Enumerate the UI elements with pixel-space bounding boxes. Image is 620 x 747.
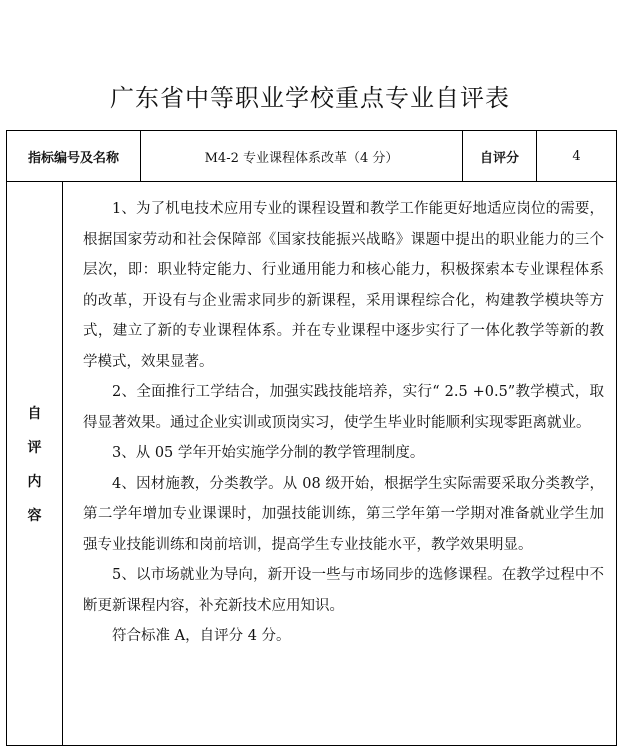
- score-label: 自评分: [463, 131, 537, 182]
- side-label-char: 自: [27, 405, 42, 422]
- table-header-row: [7, 131, 617, 182]
- side-label-char: 评: [27, 439, 42, 456]
- content-cell: [63, 182, 617, 746]
- indicator-value: M4-2 专业课程体系改革（4 分）: [141, 131, 463, 182]
- content-paragraph: 2、全面推行工学结合，加强实践技能培养，实行“ 2.5 +0.5”教学模式，取得显著效果。通过企业实训或顶岗实习，使学生毕业时能顺利实现零距离就业。: [83, 384, 605, 431]
- side-label: [7, 182, 63, 746]
- evaluation-table: [6, 130, 617, 746]
- conclusion-paragraph: 符合标准 A，自评分 4 分。: [112, 628, 291, 644]
- page-title: 广东省中等职业学校重点专业自评表: [110, 84, 510, 112]
- content-paragraph: 3、从 05 学年开始实施学分制的教学管理制度。: [112, 445, 425, 461]
- content-paragraph: 4、因材施教，分类教学。从 08 级开始，根据学生实际需要采取分类教学，第二学年增加专业课课时，加强技能训练，第三学年第一学期对准备就业学生加强专业技能训练和岗前培训，提高学生专业技能水平，教学效果明显。: [83, 475, 605, 553]
- indicator-label: 指标编号及名称: [7, 131, 141, 182]
- content-paragraph: 1、为了机电技术应用专业的课程设置和教学工作能更好地适应岗位的需要，根据国家劳动和社会保障部《国家技能振兴战略》课题中提出的职业能力的三个层次，即：职业特定能力、行业通用能力和核心能力，积极探索本专业课程体系的改革，开设有与企业需求同步的新课程，采用课程综合化，构建教学模块等方式，建立了新的专业课程体系。并在专业课程中逐步实行了一体化教学等新的教学模式，效果显著。: [83, 201, 605, 370]
- content-paragraph: 5、以市场就业为导向，新开设一些与市场同步的选修课程。在教学过程中不断更新课程内容，补充新技术应用知识。: [83, 567, 605, 614]
- side-label-char: 容: [27, 507, 42, 524]
- content-body: [63, 182, 616, 745]
- score-value: 4: [537, 131, 617, 182]
- side-label-char: 内: [27, 473, 42, 490]
- content-row: [7, 182, 617, 746]
